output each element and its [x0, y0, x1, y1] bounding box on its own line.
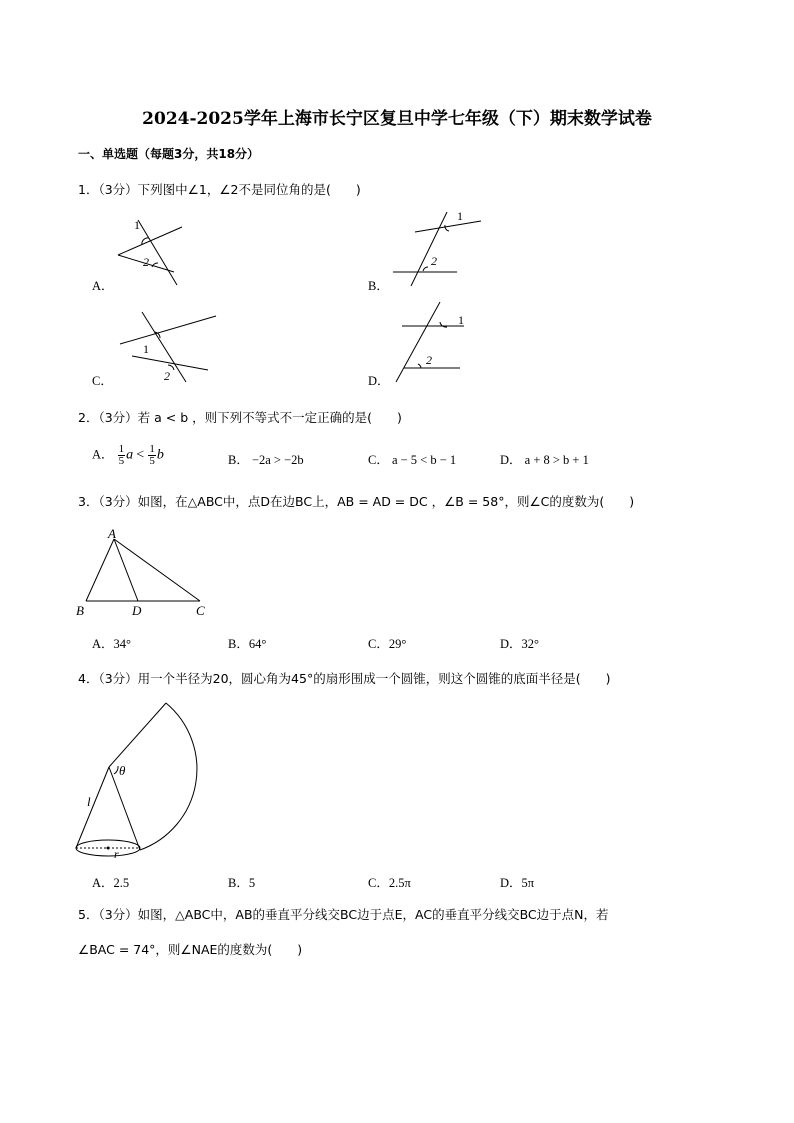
- q2-a-prefix: A．: [92, 447, 114, 462]
- q2-option-a: [92, 444, 164, 467]
- question-3-stem: 3．（3分）如图，在△ABC中，点D在边BC上，AB = AD = DC ，∠B = 58°，则∠C的度数为( ): [78, 494, 635, 509]
- q3-option-a: A．34°: [92, 637, 132, 651]
- q2-option-d: D． a + 8 > b + 1: [500, 453, 589, 467]
- question-2-stem: 2．（3分）若 a < b ，则下列不等式不一定正确的是( ): [78, 410, 402, 425]
- q4-option-c: C．2.5π: [368, 876, 411, 890]
- section-heading: 一、单选题（每题3分，共18分）: [78, 147, 260, 161]
- q3-option-b: B．64°: [228, 637, 267, 651]
- q3-option-c: C．29°: [368, 637, 407, 651]
- q2-a-frac-1: $\frac{1}{5}$: [118, 443, 125, 467]
- question-5-line-2: ∠BAC = 74°，则∠NAE的度数为( ): [78, 942, 303, 957]
- q3-label-c: C: [196, 603, 205, 618]
- q1-figure-d: [390, 300, 470, 386]
- q1-option-b-label: B．: [368, 279, 389, 293]
- q2-a-var-b: b: [156, 447, 164, 463]
- q3-label-d: D: [132, 603, 142, 618]
- q2-option-c: C． a − 5 < b − 1: [368, 453, 457, 467]
- q1-option-d-label: D．: [368, 374, 390, 388]
- q2-a-var-a: a: [126, 447, 134, 463]
- q1-b-mark-1: 1: [457, 209, 463, 223]
- q4-option-d: D．5π: [500, 876, 535, 890]
- q4-option-a: A．2.5: [92, 876, 130, 890]
- q1-d-mark-2: 2: [426, 353, 432, 367]
- q2-option-b: B． −2a > −2b: [228, 453, 304, 467]
- q1-figure-b: [385, 208, 485, 290]
- question-1-stem: 1．（3分）下列图中∠1，∠2不是同位角的是( ): [78, 182, 361, 197]
- q4-label-theta: θ: [119, 763, 126, 778]
- q1-b-mark-2: 2: [431, 254, 437, 268]
- question-5-line-1: 5．（3分）如图，△ABC中，AB的垂直平分线交BC边于点E，AC的垂直平分线交BC边于点N，若: [78, 907, 609, 922]
- q1-c-mark-2: 2: [164, 369, 170, 383]
- q3-option-d: D．32°: [500, 637, 540, 651]
- q1-a-mark-1: 1: [134, 218, 140, 232]
- q3-label-b: B: [76, 603, 84, 618]
- page-title: 2024-2025学年上海市长宁区复旦中学七年级（下）期末数学试卷: [142, 109, 652, 129]
- question-4-stem: 4．（3分）用一个半径为20，圆心角为45°的扇形围成一个圆锥，则这个圆锥的底面半径是( ): [78, 671, 611, 686]
- q2-a-frac-2: $\frac{1}{5}$: [149, 443, 155, 467]
- q1-option-c-label: C．: [92, 374, 113, 388]
- q3-label-a: A: [108, 526, 116, 541]
- q1-c-mark-1: 1: [143, 342, 149, 356]
- q1-d-mark-1: 1: [458, 313, 464, 327]
- q1-figure-c: [112, 308, 222, 386]
- q2-a-lt: <: [136, 447, 145, 463]
- q4-label-l: l: [87, 794, 91, 809]
- q1-figure-a: [112, 215, 212, 290]
- q1-a-mark-2: 2: [143, 255, 149, 269]
- q3-triangle-figure: [74, 527, 214, 619]
- q4-label-r: r: [114, 847, 119, 861]
- q4-option-b: B．5: [228, 876, 256, 890]
- q1-option-a-label: A．: [92, 279, 114, 293]
- q4-cone-figure: [74, 700, 244, 865]
